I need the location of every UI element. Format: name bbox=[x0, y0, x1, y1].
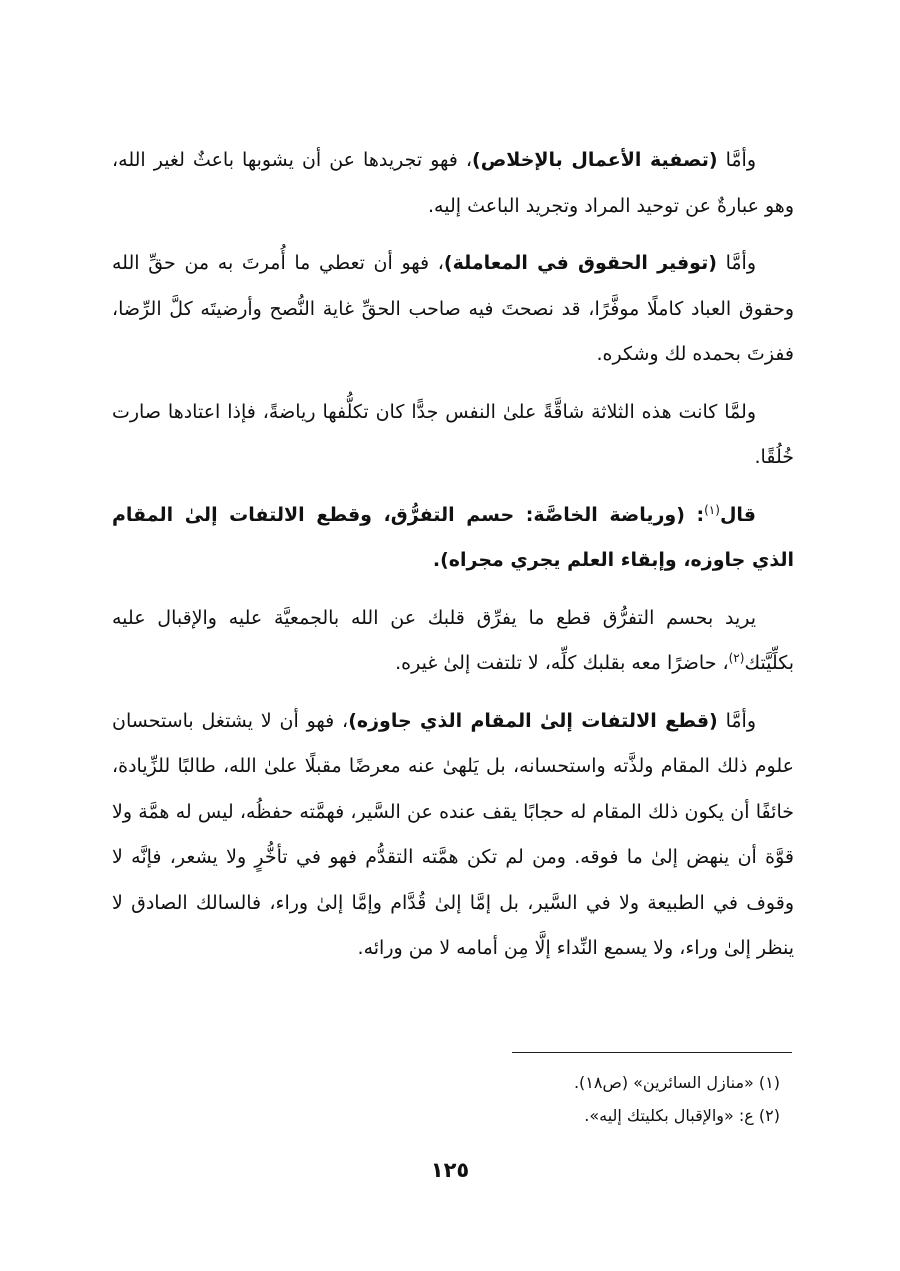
footnote-item bbox=[112, 1066, 794, 1099]
footnote-marker: (٢) bbox=[728, 651, 745, 665]
paragraph bbox=[112, 390, 794, 481]
text-run: ، فهو تجريدها عن أن يشوبها باعثٌ لغير الله، وهو عبارةٌ عن توحيد المراد وتجريد الباعث إليه. bbox=[112, 149, 794, 217]
footnote-text: «منازل السائرين» (ص١٨). bbox=[573, 1073, 759, 1092]
text-run: ، حاضرًا معه بقلبك كلِّه، لا تلتفت إلىٰ غيره. bbox=[395, 652, 729, 674]
footnote-number: (١) bbox=[758, 1073, 780, 1092]
text-run: وأمَّا bbox=[716, 252, 757, 274]
footnote-marker: (١) bbox=[704, 502, 720, 517]
text-run: وأمَّا bbox=[717, 709, 756, 732]
text-run: وأمَّا bbox=[717, 149, 756, 171]
footnote-item bbox=[112, 1099, 794, 1132]
footnote-separator bbox=[512, 1052, 792, 1053]
bold-quote: (تصفية الأعمال بالإخلاص) bbox=[472, 149, 718, 171]
main-text bbox=[112, 138, 794, 984]
text-run: ، فهو أن لا يشتغل باستحسان علوم ذلك المقام ولذَّته واستحسانه، بل يَلهىٰ عنه معرضًا مقبلًا علىٰ الله، طالبًا للزِّيادة، خائفًا أن يكون ذلك المقام له حجابًا يقف عنده عن السَّير، فهمَّته حفظُه، ليس له همَّة ولا قوَّة أن ينهض إلىٰ ما فوقه. ومن لم تكن همَّته التقدُّم فهو في تأخُّرٍ ولا يشعر، فإنَّه لا وقوف في الطبيعة ولا في السَّير، بل إمَّا إلىٰ قُدَّام وإمَّا إلىٰ وراء، فالسالك الصادق لا ينظر إلىٰ وراء، ولا يسمع النِّداء إلَّا مِن أمامه لا من ورائه. bbox=[112, 709, 794, 959]
paragraph bbox=[112, 699, 794, 972]
bold-quote: قال bbox=[719, 503, 756, 526]
text-run: يريد بحسم التفرُّق قطع ما يفرِّق قلبك عن الله بالجمعيَّة عليه والإقبال عليه بكلِّيَّتك bbox=[112, 606, 794, 674]
bold-quote: : (ورياضة الخاصَّة: حسم التفرُّق، وقطع الالتفات إلىٰ المقام الذي جاوزه، وإبقاء العلم يجري مجراه). bbox=[112, 503, 794, 571]
paragraph bbox=[112, 493, 794, 584]
text-run: ، فهو أن تعطي ما أُمرتَ به من حقِّ الله وحقوق العباد كاملًا موفَّرًا، قد نصحتَ فيه صاحب الحقِّ غاية النُّصح وأرضيتَه كلَّ الرِّضا، ففزتَ بحمده لك وشكره. bbox=[112, 252, 794, 365]
page-number: ١٢٥ bbox=[430, 1158, 470, 1182]
paragraph bbox=[112, 241, 794, 378]
footnotes bbox=[112, 1066, 794, 1132]
paragraph bbox=[112, 596, 794, 687]
footnote-text: ع: «والإقبال بكليتك إليه». bbox=[584, 1106, 759, 1125]
bold-quote: (قطع الالتفات إلىٰ المقام الذي جاوزه) bbox=[348, 709, 718, 732]
bold-quote: (توفير الحقوق في المعاملة) bbox=[443, 252, 717, 274]
footnote-number: (٢) bbox=[758, 1106, 780, 1125]
paragraph bbox=[112, 138, 794, 229]
text-run: ولمَّا كانت هذه الثلاثة شاقَّةً علىٰ النفس جدًّا كان تكلُّفها رياضةً، فإذا اعتادها صارت خُلُقًا. bbox=[112, 400, 794, 468]
